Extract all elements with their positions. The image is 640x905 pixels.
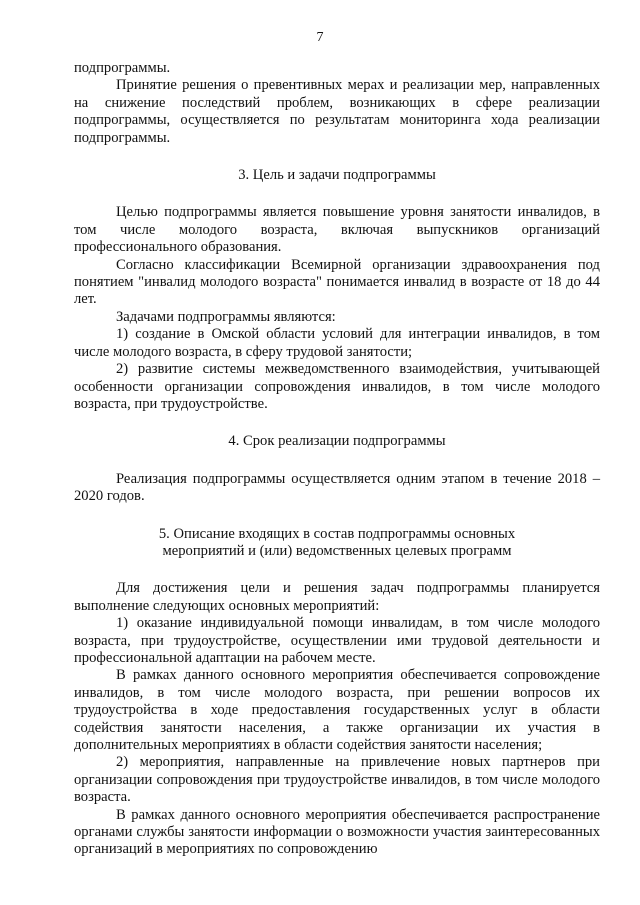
section-5-paragraph: В рамках данного основного мероприятия обеспечивается сопровождение инвалидов, в том числе молодого возраста, при решении вопросов их трудоустройства в ходе предоставления государственных услуг в области содействия занятости населения, а также организации их участия в дополнительных мероприятиях в области содействия занятости населения; [74,667,600,753]
section-5-measure-item: 2) мероприятия, направленные на привлечение новых партнеров при организации сопровождения при трудоустройстве инвалидов, в том числе молодого возраста. [74,754,600,806]
section-5-heading [74,526,600,561]
document-body [74,60,600,859]
section-3-task-item: 1) создание в Омской области условий для интеграции инвалидов, в том числе молодого возраста, в сферу трудовой занятости; [74,326,600,360]
section-5-paragraph: В рамках данного основного мероприятия обеспечивается распространение органами службы занятости информации о возможности участия заинтересованных организаций в мероприятиях по сопровождению [74,806,600,858]
intro-paragraph: Принятие решения о превентивных мерах и реализации мер, направленных на снижение последствий проблем, возникающих в сфере реализации подпрограммы, осуществляется по результатам мониторинга хода реализации подпрограммы. [74,77,600,146]
section-5-paragraph: Для достижения цели и решения задач подпрограммы планируется выполнение следующих основных мероприятий: [74,580,600,614]
section-4-paragraph: Реализация подпрограммы осуществляется одним этапом в течение 2018 – 2020 годов. [74,470,600,505]
section-3-paragraph: Задачами подпрограммы являются: [116,308,336,325]
section-3-task-item: 2) развитие системы межведомственного взаимодействия, учитывающей особенности организации сопровождения инвалидов, в том числе молодого возраста, при трудоустройстве. [74,361,600,412]
section-3-paragraph: Согласно классификации Всемирной организации здравоохранения под понятием "инвалид молодого возраста" понимается инвалид в возрасте от 18 до 44 лет. [74,256,600,308]
intro-continuation: подпрограммы. [74,60,171,76]
section-5-measure-item: 1) оказание индивидуальной помощи инвалидам, в том числе молодого возраста, при трудоустройстве, осуществлении ими трудовой деятельности и профессиональной адаптации на рабочем месте. [74,615,600,666]
section-5-heading-line: 5. Описание входящих в состав подпрограммы основных [158,525,516,542]
page-number: 7 [316,30,324,45]
section-3-paragraph: Целью подпрограммы является повышение уровня занятости инвалидов, в том числе молодого возраста, включая выпускников организаций профессионального образования. [74,204,600,256]
section-3-heading: 3. Цель и задачи подпрограммы [238,167,436,184]
section-5-heading-line: мероприятий и (или) ведомственных целевых программ [162,542,512,559]
section-4-heading: 4. Срок реализации подпрограммы [228,433,446,450]
